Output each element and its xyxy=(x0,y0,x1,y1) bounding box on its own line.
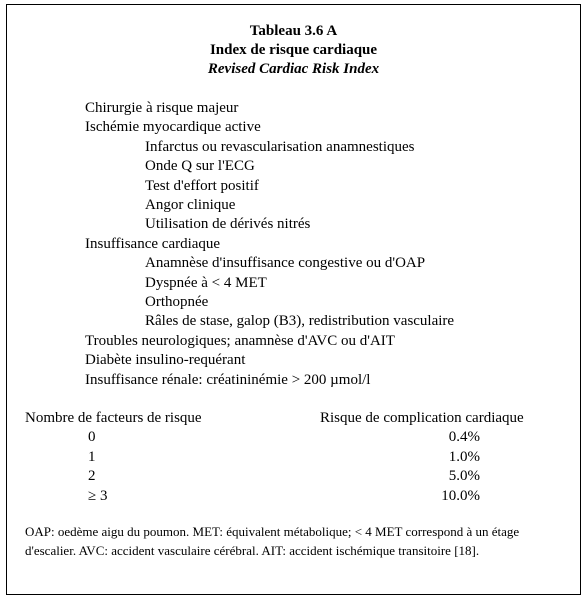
criterion-subitem: Râles de stase, galop (B3), redistribution vasculaire xyxy=(145,313,455,330)
criterion-item: Chirurgie à risque majeur xyxy=(85,100,239,116)
table-title xyxy=(0,22,587,79)
criterion-subitem: Anamnèse d'insuffisance congestive ou d'OAP xyxy=(145,255,426,272)
risk-value: 0.4% xyxy=(448,429,480,446)
criterion-subitem: Orthopnée xyxy=(145,294,209,311)
criterion-subitem: Angor clinique xyxy=(145,197,236,214)
risk-criteria-list xyxy=(0,99,587,390)
header-risk-factors: Nombre de facteurs de risque xyxy=(25,410,202,426)
factor-count: 1 xyxy=(88,448,96,465)
criterion-item: Diabète insulino-requérant xyxy=(85,352,246,369)
criterion-subitem: Infarctus ou revascularisation anamnestiques xyxy=(145,138,415,155)
factor-count: 2 xyxy=(88,468,96,485)
criterion-item: Insuffisance rénale: créatininémie > 200 µmol/l xyxy=(85,371,371,388)
header-complication-risk: Risque de complication cardiaque xyxy=(320,410,524,426)
table-number: Tableau 3.6 A xyxy=(249,23,338,39)
risk-value: 5.0% xyxy=(448,468,480,485)
criterion-subitem: Onde Q sur l'ECG xyxy=(145,158,255,175)
criterion-item: Ischémie myocardique active xyxy=(85,119,261,136)
criterion-subitem: Utilisation de dérivés nitrés xyxy=(145,216,311,233)
table-title-french: Index de risque cardiaque xyxy=(209,42,378,58)
criterion-subitem: Dyspnée à < 4 MET xyxy=(145,274,267,291)
criterion-item: Insuffisance cardiaque xyxy=(85,235,221,252)
table-row xyxy=(0,448,587,467)
table-footnote: OAP: oedème aigu du poumon. MET: équivalent métabolique; < 4 MET correspond à un étage d'escalier. AVC: accident vasculaire cérébral. AIT: accident ischémique transitoire [18]. xyxy=(25,524,520,558)
table-row xyxy=(0,487,587,506)
risk-value: 1.0% xyxy=(448,448,480,465)
table-row xyxy=(0,467,587,486)
risk-table-header xyxy=(0,409,587,428)
criterion-item: Troubles neurologiques; anamnèse d'AVC ou d'AIT xyxy=(85,332,395,349)
factor-count: ≥ 3 xyxy=(88,487,108,504)
table-row xyxy=(0,428,587,447)
risk-value: 10.0% xyxy=(441,487,480,504)
factor-count: 0 xyxy=(88,429,96,446)
criterion-subitem: Test d'effort positif xyxy=(145,177,259,194)
risk-table xyxy=(0,409,587,506)
table-title-english: Revised Cardiac Risk Index xyxy=(207,61,380,77)
